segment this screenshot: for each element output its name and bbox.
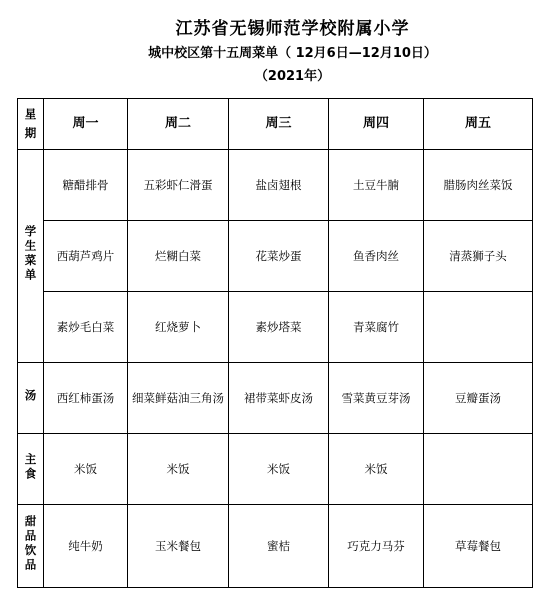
category-student-menu bbox=[18, 150, 44, 363]
day-header-wed: 周三 bbox=[229, 99, 329, 150]
dessert-cell: 草莓餐包 bbox=[424, 505, 533, 588]
day-header-mon: 周一 bbox=[44, 99, 128, 150]
category-dessert-label: 甜品饮品 bbox=[23, 515, 38, 573]
dish-cell: 红烧萝卜 bbox=[128, 292, 229, 363]
corner-label-top: 星 bbox=[24, 107, 37, 121]
staple-cell: 米饭 bbox=[329, 434, 424, 505]
category-soup-label: 汤 bbox=[23, 388, 38, 404]
dish-cell: 西葫芦鸡片 bbox=[44, 221, 128, 292]
dish-cell: 素炒毛白菜 bbox=[44, 292, 128, 363]
staple-cell: 米饭 bbox=[128, 434, 229, 505]
dessert-row bbox=[18, 505, 533, 588]
dish-cell: 糖醋排骨 bbox=[44, 150, 128, 221]
day-header-tue: 周二 bbox=[128, 99, 229, 150]
soup-cell: 雪菜黄豆芽汤 bbox=[329, 363, 424, 434]
corner-label-bottom: 期 bbox=[24, 126, 37, 140]
category-staple-label: 主食 bbox=[23, 452, 38, 482]
dish-cell: 五彩虾仁滑蛋 bbox=[128, 150, 229, 221]
soup-row bbox=[18, 363, 533, 434]
day-header-thu: 周四 bbox=[329, 99, 424, 150]
soup-cell: 裙带菜虾皮汤 bbox=[229, 363, 329, 434]
header-row bbox=[18, 99, 533, 150]
dish-cell: 鱼香肉丝 bbox=[329, 221, 424, 292]
category-staple bbox=[18, 434, 44, 505]
dessert-cell: 蜜桔 bbox=[229, 505, 329, 588]
category-soup bbox=[18, 363, 44, 434]
staple-row bbox=[18, 434, 533, 505]
staple-cell: 米饭 bbox=[44, 434, 128, 505]
dessert-cell: 玉米餐包 bbox=[128, 505, 229, 588]
school-title: 江苏省无锡师范学校附属小学 bbox=[175, 19, 410, 39]
category-dessert bbox=[18, 505, 44, 588]
menu-year: （2021年） bbox=[254, 69, 331, 84]
day-header-fri: 周五 bbox=[424, 99, 533, 150]
soup-cell: 西红柿蛋汤 bbox=[44, 363, 128, 434]
dish-cell: 青菜腐竹 bbox=[329, 292, 424, 363]
soup-cell: 细菜鲜菇油三角汤 bbox=[128, 363, 229, 434]
dish-cell: 清蒸狮子头 bbox=[424, 221, 533, 292]
staple-cell: 米饭 bbox=[229, 434, 329, 505]
student-menu-row-3 bbox=[18, 292, 533, 363]
staple-cell bbox=[424, 434, 533, 505]
dish-cell: 土豆牛腩 bbox=[329, 150, 424, 221]
student-menu-row-2 bbox=[18, 221, 533, 292]
dessert-cell: 巧克力马芬 bbox=[329, 505, 424, 588]
dish-cell: 花菜炒蛋 bbox=[229, 221, 329, 292]
page-header bbox=[0, 0, 547, 98]
menu-table bbox=[17, 98, 533, 588]
soup-cell: 豆瓣蛋汤 bbox=[424, 363, 533, 434]
dish-cell: 盐卤翅根 bbox=[229, 150, 329, 221]
student-menu-row-1 bbox=[18, 150, 533, 221]
dish-cell: 素炒塔菜 bbox=[229, 292, 329, 363]
dish-cell: 烂糊白菜 bbox=[128, 221, 229, 292]
dessert-cell: 纯牛奶 bbox=[44, 505, 128, 588]
weekday-corner-cell bbox=[18, 99, 44, 150]
menu-subtitle: 城中校区第十五周菜单（ 12月6日—12月10日） bbox=[148, 46, 437, 61]
dish-cell: 腊肠肉丝菜饭 bbox=[424, 150, 533, 221]
category-student-menu-label: 学生菜单 bbox=[23, 225, 38, 283]
dish-cell bbox=[424, 292, 533, 363]
